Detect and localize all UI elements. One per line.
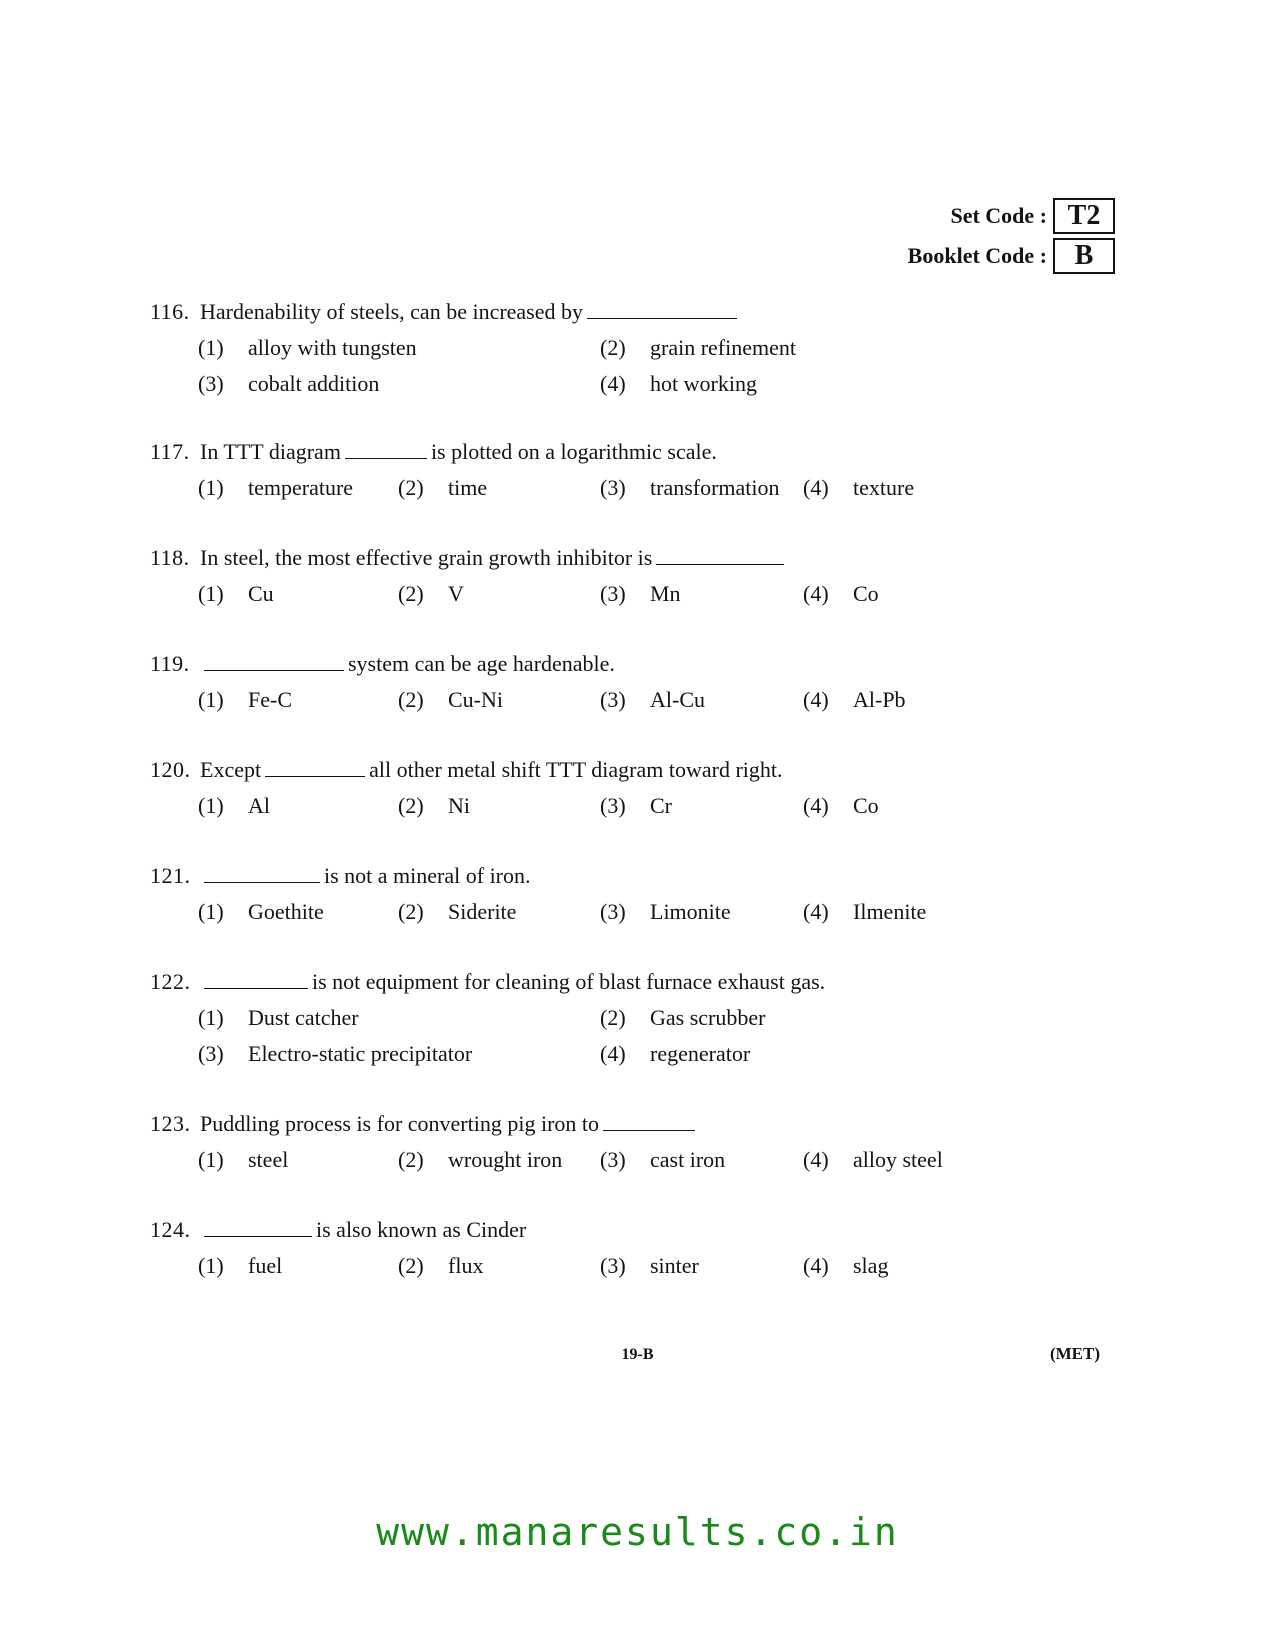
option-text: fuel bbox=[248, 1253, 283, 1278]
question-text-before: Puddling process is for converting pig iron to bbox=[200, 1111, 600, 1136]
option-3 bbox=[600, 1248, 699, 1284]
question-text-after: all other metal shift TTT diagram toward right. bbox=[369, 757, 783, 782]
option-3 bbox=[198, 1036, 472, 1072]
option-index: (2) bbox=[600, 335, 626, 360]
set-code-label: Set Code : bbox=[950, 203, 1047, 228]
option-index: (1) bbox=[198, 1147, 224, 1172]
option-2 bbox=[398, 682, 503, 718]
answer-blank bbox=[265, 756, 365, 777]
option-1 bbox=[198, 682, 292, 718]
option-2 bbox=[398, 788, 470, 824]
question-118 bbox=[150, 540, 1100, 612]
answer-blank bbox=[204, 968, 308, 989]
option-index: (2) bbox=[600, 1005, 626, 1030]
question-number: 119. bbox=[150, 651, 190, 676]
answer-blank bbox=[204, 650, 344, 671]
option-text: texture bbox=[853, 475, 915, 500]
option-index: (2) bbox=[398, 793, 424, 818]
option-index: (3) bbox=[600, 1147, 626, 1172]
option-text: temperature bbox=[248, 475, 354, 500]
question-text-before: In steel, the most effective grain growth inhibitor is bbox=[200, 545, 653, 570]
option-index: (4) bbox=[803, 687, 829, 712]
option-1 bbox=[198, 788, 270, 824]
question-116 bbox=[150, 294, 1100, 402]
option-text: hot working bbox=[650, 371, 757, 396]
question-number: 120. bbox=[150, 757, 191, 782]
option-text: Cr bbox=[650, 793, 672, 818]
question-number: 116. bbox=[150, 299, 190, 324]
option-row bbox=[150, 788, 1100, 824]
option-index: (1) bbox=[198, 581, 224, 606]
question-124 bbox=[150, 1212, 1100, 1284]
set-code-value: T2 bbox=[1053, 198, 1115, 234]
question-number: 117. bbox=[150, 439, 190, 464]
option-index: (3) bbox=[198, 1041, 224, 1066]
question-text-before: Hardenability of steels, can be increased by bbox=[200, 299, 584, 324]
option-text: Co bbox=[853, 581, 879, 606]
option-2 bbox=[398, 576, 464, 612]
question-text-before: Except bbox=[200, 757, 262, 782]
booklet-code-label: Booklet Code : bbox=[907, 243, 1047, 268]
option-text: Al bbox=[248, 793, 270, 818]
question-stem bbox=[150, 964, 1100, 1000]
option-index: (1) bbox=[198, 1253, 224, 1278]
option-4 bbox=[803, 470, 914, 506]
option-1 bbox=[198, 1000, 359, 1036]
option-index: (4) bbox=[600, 1041, 626, 1066]
option-index: (3) bbox=[600, 793, 626, 818]
option-index: (1) bbox=[198, 1005, 224, 1030]
option-row bbox=[150, 894, 1100, 930]
option-index: (4) bbox=[600, 371, 626, 396]
option-1 bbox=[198, 576, 274, 612]
option-3 bbox=[600, 576, 681, 612]
option-row bbox=[150, 470, 1100, 506]
booklet-code-row bbox=[908, 236, 1115, 276]
option-text: Dust catcher bbox=[248, 1005, 359, 1030]
option-4 bbox=[803, 894, 926, 930]
option-text: Cu bbox=[248, 581, 274, 606]
option-text: V bbox=[448, 581, 464, 606]
option-index: (1) bbox=[198, 475, 224, 500]
option-text: flux bbox=[448, 1253, 484, 1278]
option-text: Goethite bbox=[248, 899, 324, 924]
answer-blank bbox=[656, 544, 784, 565]
option-text: Ni bbox=[448, 793, 470, 818]
option-text: Siderite bbox=[448, 899, 517, 924]
question-number: 123. bbox=[150, 1111, 191, 1136]
option-4 bbox=[600, 366, 757, 402]
option-index: (2) bbox=[398, 687, 424, 712]
option-1 bbox=[198, 894, 324, 930]
option-3 bbox=[600, 894, 731, 930]
option-index: (1) bbox=[198, 335, 224, 360]
question-120 bbox=[150, 752, 1100, 824]
question-text-after: is also known as Cinder bbox=[316, 1217, 527, 1242]
option-row bbox=[150, 366, 1100, 402]
option-text: Electro-static precipitator bbox=[248, 1041, 473, 1066]
option-row bbox=[150, 330, 1100, 366]
option-text: time bbox=[448, 475, 488, 500]
option-4 bbox=[600, 1036, 750, 1072]
answer-blank bbox=[204, 1216, 312, 1237]
option-text: Co bbox=[853, 793, 879, 818]
option-text: cobalt addition bbox=[248, 371, 380, 396]
option-text: grain refinement bbox=[650, 335, 796, 360]
question-stem bbox=[150, 1212, 1100, 1248]
option-index: (2) bbox=[398, 581, 424, 606]
option-text: slag bbox=[853, 1253, 889, 1278]
option-row bbox=[150, 576, 1100, 612]
question-number: 124. bbox=[150, 1217, 191, 1242]
question-stem bbox=[150, 646, 1100, 682]
option-text: alloy with tungsten bbox=[248, 335, 417, 360]
option-row bbox=[150, 1000, 1100, 1036]
set-code-row bbox=[908, 196, 1115, 236]
option-2 bbox=[398, 470, 487, 506]
booklet-code-value: B bbox=[1053, 238, 1115, 274]
option-row bbox=[150, 682, 1100, 718]
option-index: (3) bbox=[600, 1253, 626, 1278]
option-3 bbox=[600, 788, 672, 824]
question-stem bbox=[150, 1106, 1100, 1142]
option-index: (4) bbox=[803, 1253, 829, 1278]
option-index: (1) bbox=[198, 793, 224, 818]
option-3 bbox=[198, 366, 379, 402]
option-2 bbox=[398, 894, 516, 930]
option-text: Fe-C bbox=[248, 687, 292, 712]
option-text: alloy steel bbox=[853, 1147, 943, 1172]
question-stem bbox=[150, 294, 1100, 330]
option-index: (4) bbox=[803, 899, 829, 924]
option-3 bbox=[600, 470, 780, 506]
option-2 bbox=[398, 1142, 562, 1178]
question-text-after: system can be age hardenable. bbox=[348, 651, 615, 676]
option-3 bbox=[600, 682, 705, 718]
option-4 bbox=[803, 682, 906, 718]
option-4 bbox=[803, 1142, 943, 1178]
option-text: cast iron bbox=[650, 1147, 726, 1172]
option-index: (3) bbox=[600, 475, 626, 500]
answer-blank bbox=[204, 862, 320, 883]
question-stem bbox=[150, 858, 1100, 894]
option-text: Ilmenite bbox=[853, 899, 927, 924]
option-index: (4) bbox=[803, 793, 829, 818]
option-1 bbox=[198, 470, 353, 506]
subject-code: (MET) bbox=[1049, 1344, 1100, 1363]
option-index: (3) bbox=[600, 899, 626, 924]
option-text: Al-Pb bbox=[853, 687, 906, 712]
option-1 bbox=[198, 1142, 288, 1178]
option-index: (3) bbox=[198, 371, 224, 396]
option-index: (2) bbox=[398, 1253, 424, 1278]
watermark-url: www.manaresults.co.in bbox=[376, 1510, 899, 1554]
question-119 bbox=[150, 646, 1100, 718]
option-index: (3) bbox=[600, 687, 626, 712]
question-text-after: is not equipment for cleaning of blast furnace exhaust gas. bbox=[312, 969, 826, 994]
option-row bbox=[150, 1248, 1100, 1284]
option-text: transformation bbox=[650, 475, 780, 500]
option-index: (4) bbox=[803, 475, 829, 500]
question-text-after: is plotted on a logarithmic scale. bbox=[430, 439, 717, 464]
question-121 bbox=[150, 858, 1100, 930]
question-117 bbox=[150, 434, 1100, 506]
code-panel bbox=[908, 196, 1115, 276]
option-index: (1) bbox=[198, 899, 224, 924]
question-number: 118. bbox=[150, 545, 190, 570]
question-122 bbox=[150, 964, 1100, 1072]
question-stem bbox=[150, 752, 1100, 788]
question-stem bbox=[150, 540, 1100, 576]
option-2 bbox=[398, 1248, 483, 1284]
option-2 bbox=[600, 330, 796, 366]
option-index: (2) bbox=[398, 475, 424, 500]
question-text-after: is not a mineral of iron. bbox=[324, 863, 531, 888]
option-index: (2) bbox=[398, 1147, 424, 1172]
option-text: Mn bbox=[650, 581, 681, 606]
option-1 bbox=[198, 330, 417, 366]
option-4 bbox=[803, 788, 879, 824]
option-row bbox=[150, 1036, 1100, 1072]
option-2 bbox=[600, 1000, 765, 1036]
option-index: (4) bbox=[803, 581, 829, 606]
question-stem bbox=[150, 434, 1100, 470]
question-number: 122. bbox=[150, 969, 191, 994]
answer-blank bbox=[587, 298, 737, 319]
option-1 bbox=[198, 1248, 282, 1284]
option-row bbox=[150, 1142, 1100, 1178]
option-text: regenerator bbox=[650, 1041, 751, 1066]
question-number: 121. bbox=[150, 863, 191, 888]
option-index: (4) bbox=[803, 1147, 829, 1172]
option-text: Limonite bbox=[650, 899, 731, 924]
page-number: 19-B bbox=[621, 1346, 654, 1363]
option-text: wrought iron bbox=[448, 1147, 563, 1172]
option-index: (1) bbox=[198, 687, 224, 712]
option-3 bbox=[600, 1142, 725, 1178]
option-text: steel bbox=[248, 1147, 289, 1172]
question-123 bbox=[150, 1106, 1100, 1178]
option-text: Cu-Ni bbox=[448, 687, 503, 712]
option-index: (2) bbox=[398, 899, 424, 924]
option-text: sinter bbox=[650, 1253, 699, 1278]
option-4 bbox=[803, 576, 879, 612]
option-index: (3) bbox=[600, 581, 626, 606]
answer-blank bbox=[603, 1110, 695, 1131]
option-4 bbox=[803, 1248, 888, 1284]
question-text-before: In TTT diagram bbox=[200, 439, 341, 464]
option-text: Gas scrubber bbox=[650, 1005, 766, 1030]
answer-blank bbox=[345, 438, 427, 459]
option-text: Al-Cu bbox=[650, 687, 705, 712]
